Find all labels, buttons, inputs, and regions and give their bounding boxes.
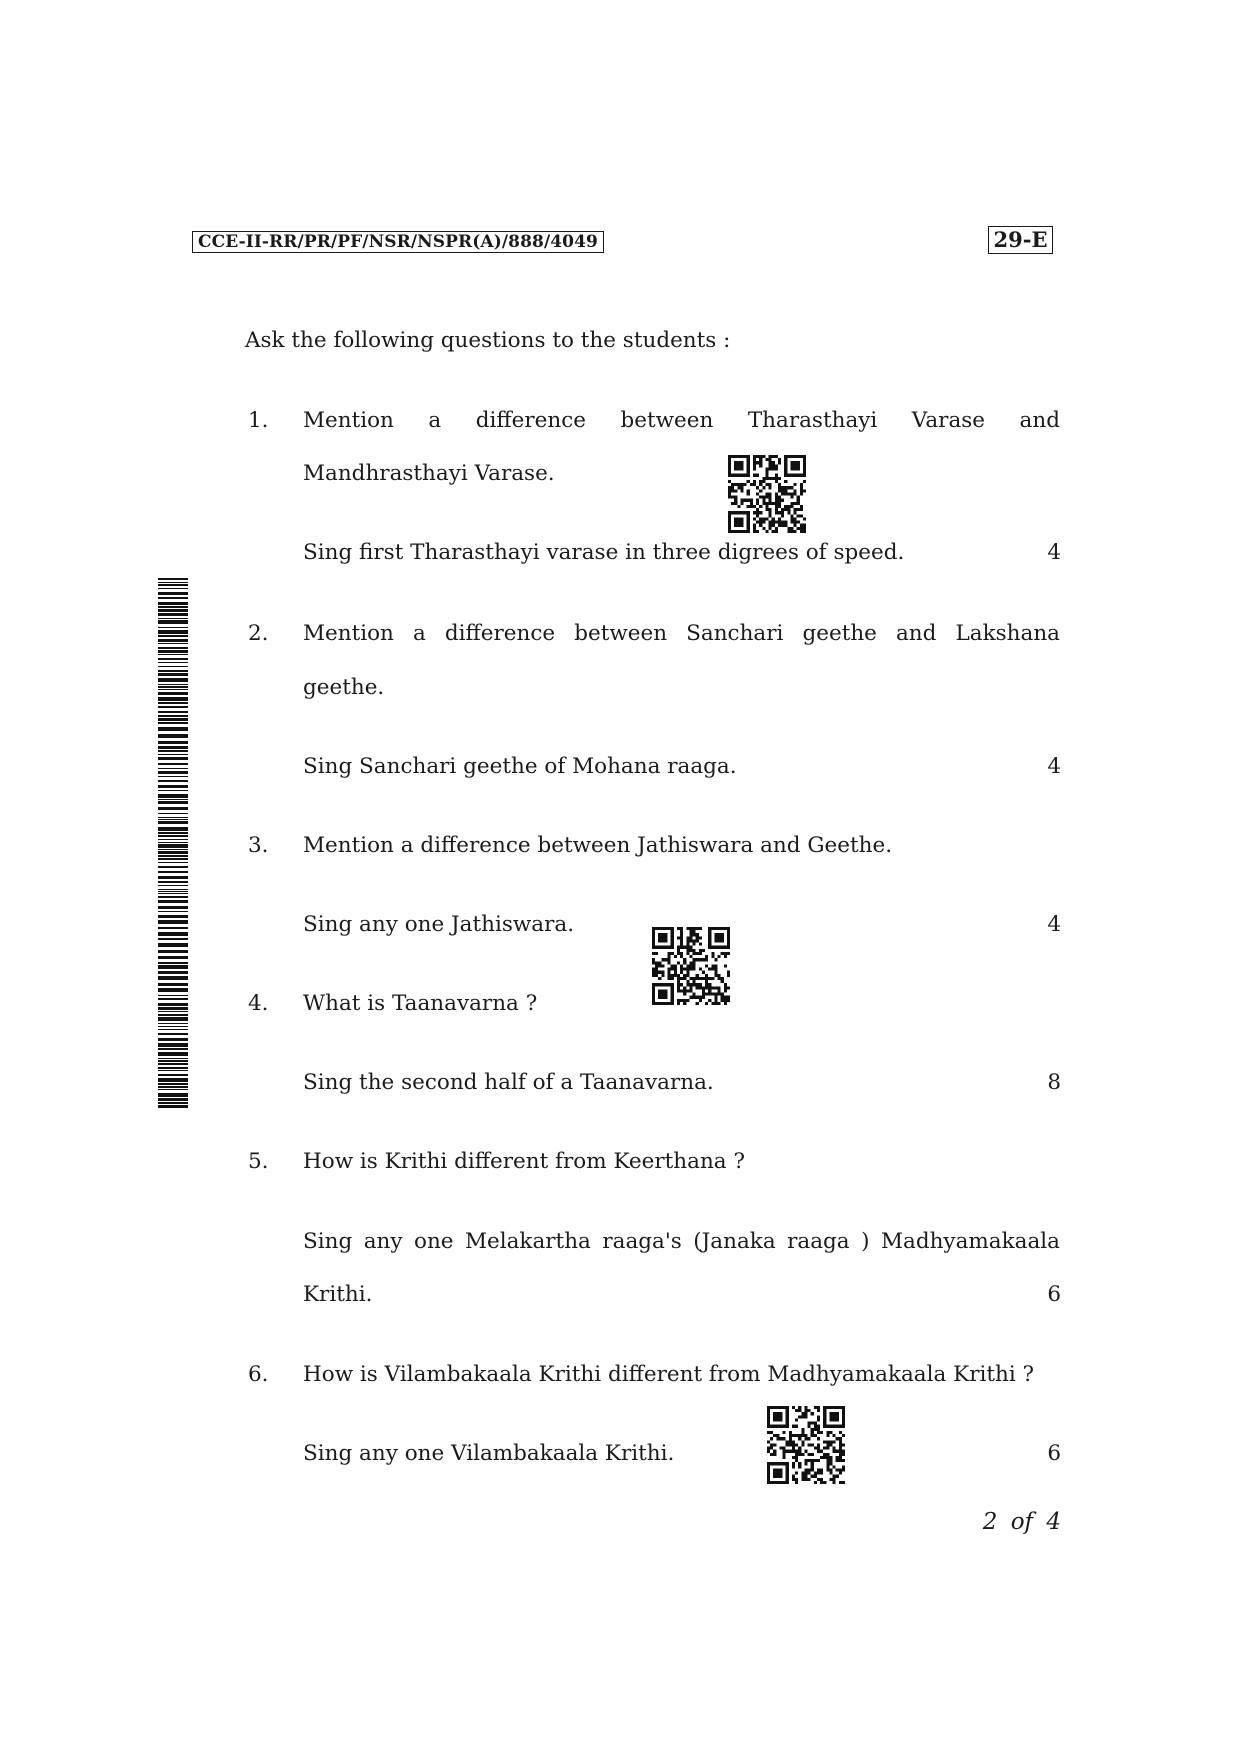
word: between bbox=[574, 621, 668, 646]
marks: 6 bbox=[1047, 1282, 1061, 1307]
marks: 4 bbox=[1047, 540, 1061, 565]
question-number: 2. bbox=[248, 621, 269, 646]
marks: 4 bbox=[1047, 912, 1061, 937]
word: and bbox=[895, 621, 937, 646]
qr-code-icon bbox=[767, 1406, 845, 1484]
paper-code: CCE-II-RR/PR/PF/NSR/NSPR(A)/888/4049 bbox=[192, 231, 604, 253]
question-text: How is Krithi different from Keerthana ? bbox=[303, 1149, 745, 1174]
word: Mention bbox=[303, 408, 394, 433]
marks: 4 bbox=[1047, 754, 1061, 779]
qr-code-icon bbox=[652, 927, 730, 1005]
word: one bbox=[414, 1229, 454, 1254]
question-number: 3. bbox=[248, 833, 269, 858]
word: a bbox=[428, 408, 442, 433]
question-text bbox=[303, 620, 1060, 648]
marks: 8 bbox=[1047, 1070, 1061, 1095]
question-text-continued: Mandhrasthayi Varase. bbox=[303, 461, 555, 486]
marks: 6 bbox=[1047, 1441, 1061, 1466]
task-text-continued: Krithi. bbox=[303, 1282, 373, 1307]
barcode-icon bbox=[158, 578, 188, 1114]
word: raaga's bbox=[602, 1229, 682, 1254]
task-text: Sing the second half of a Taanavarna. bbox=[303, 1070, 714, 1095]
word: difference bbox=[475, 408, 586, 433]
set-code-badge: 29-E bbox=[988, 226, 1053, 254]
word: (Janaka bbox=[693, 1229, 776, 1254]
question-text bbox=[303, 407, 1060, 435]
word: ) bbox=[861, 1229, 870, 1254]
word: between bbox=[620, 408, 714, 433]
question-text-continued: geethe. bbox=[303, 675, 385, 700]
question-text: How is Vilambakaala Krithi different from Madhyamakaala Krithi ? bbox=[303, 1362, 1035, 1387]
page-number: 2 of 4 bbox=[982, 1509, 1061, 1535]
task-text: Sing any one Vilambakaala Krithi. bbox=[303, 1441, 675, 1466]
task-text: Sing Sanchari geethe of Mohana raaga. bbox=[303, 754, 737, 779]
task-text bbox=[303, 1228, 1060, 1256]
question-number: 6. bbox=[248, 1362, 269, 1387]
word: any bbox=[363, 1229, 403, 1254]
word: Madhyamakaala bbox=[880, 1229, 1060, 1254]
word: Lakshana bbox=[955, 621, 1060, 646]
word: Sing bbox=[303, 1229, 353, 1254]
instructions: Ask the following questions to the students : bbox=[245, 328, 731, 353]
task-text: Sing any one Jathiswara. bbox=[303, 912, 575, 937]
word: Melakartha bbox=[465, 1229, 591, 1254]
question-number: 4. bbox=[248, 991, 269, 1016]
question-number: 1. bbox=[248, 408, 269, 433]
word: difference bbox=[444, 621, 556, 646]
word: and bbox=[1019, 408, 1060, 433]
question-text: What is Taanavarna ? bbox=[303, 991, 538, 1016]
word: geethe bbox=[802, 621, 877, 646]
qr-code-icon bbox=[728, 455, 806, 533]
question-text: Mention a difference between Jathiswara and Geethe. bbox=[303, 833, 893, 858]
question-number: 5. bbox=[248, 1149, 269, 1174]
word: a bbox=[412, 621, 426, 646]
word: raaga bbox=[787, 1229, 850, 1254]
word: Mention bbox=[303, 621, 394, 646]
word: Tharasthayi bbox=[747, 408, 878, 433]
word: Sanchari bbox=[686, 621, 784, 646]
task-text: Sing first Tharasthayi varase in three digrees of speed. bbox=[303, 540, 905, 565]
word: Varase bbox=[911, 408, 986, 433]
